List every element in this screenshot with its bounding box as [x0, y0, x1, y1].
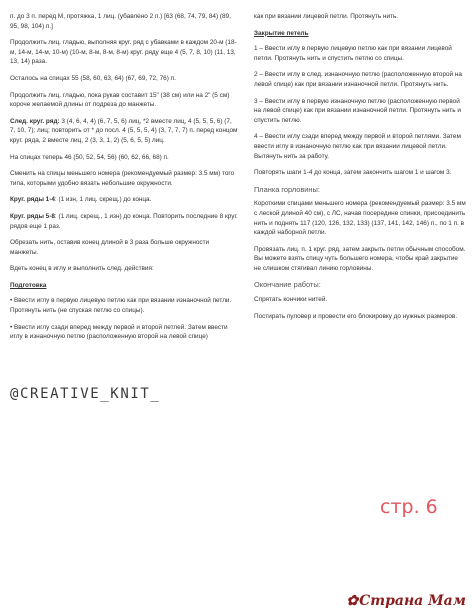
heading-finishing: Окончание работы:	[254, 280, 321, 290]
para-weave-ends: Спрятать кончики нитей.	[254, 296, 328, 304]
para-remaining-stitches: Осталось на спицах 55 (58, 60, 63, 64) (67, 69, 72, 76) п.	[10, 74, 176, 82]
para-thread-needle: Вдеть конец в иглу и выполнить след. действия:	[10, 265, 154, 273]
para-rounds-5-8: Круг. ряды 5-8: (1 лиц. скрещ., 1 изн) до конца. Повторить последние 8 круг. рядов еще 1 раз.	[10, 212, 238, 230]
left-column	[10, 12, 238, 349]
para-neckband: Короткими спицами меньшего номера (рекомендуемый размер: 3.5 мм с леской длиной 40 см), с ЛС, начав посередине спинки, присоединить нить и поднять 117 (120, 126, 132, 133) (137, 141, 142, 146) п., по 1 п. в каждой наборной петли.	[254, 200, 466, 237]
para-change-needles: Сменить на спицы меньшего номера (рекомендуемый размер: 3.5 мм) того типа, которыми удобно вязать небольшие окружности.	[10, 170, 235, 187]
label-rounds-5-8: Круг. ряды 5-8	[10, 212, 55, 220]
logo-text: Страна Мам	[359, 593, 466, 610]
para-neck-bindoff: Провязать лиц. п. 1 круг. ряд, затем закрыть петли обычным способом. Вы можете взять спицу чуть большего номера, чтобы край закрытие не слишком стягивал линию горловины.	[254, 245, 466, 272]
para-stitch-count: На спицах теперь 46 (50, 52, 54, 56) (60, 62, 66, 68) п.	[10, 153, 169, 161]
label-next-round: След. круг. ряд:	[10, 117, 60, 125]
para-repeat-steps: Повторять шаги 1-4 до конца, затем закончить шагом 1 и шагом 3.	[254, 169, 452, 177]
para-sleeve-length: Продолжить лиц. гладью, пока рукав составит 15" (38 см) или на 2" (5 см) короче желаемой длины от подреза до манжеты.	[10, 91, 230, 109]
para-blocking: Постирать пуловер и провести его блокировку до нужных размеров.	[254, 312, 458, 320]
step-4: 4 – Ввести иглу сзади вперед между первой и второй петлями. Затем ввести иглу в изнаночную петлю как при вязании лицевой петли. Вытянуть нить за работу.	[254, 133, 461, 160]
heading-bind-off: Закрытие петель	[254, 29, 309, 37]
para-continue-decreases: Продолжить лиц. гладью, выполняя круг. ряд с убавками в каждом 20-м (18-м, 14-м, 14-м, 10-м) (10-м, 8-м, 8-м, 8-м) круг. ряду еще 4 (5, 7, 8, 10) (11, 13, 13, 14) раза.	[10, 39, 237, 66]
logo-icon: ✿	[346, 593, 359, 610]
bullet-prep-2: • Ввести иглу сзади вперед между первой и второй петлей. Затем ввести иглу в изнаночную петлю (расположенную второй на левой спице)	[10, 323, 228, 341]
para-next-round: След. круг. ряд: 3 (4, 6, 4, 4) (6, 7, 5, 6) лиц, *2 вместе лиц, 4 (5, 5, 5, 6) (7, 7, 10, 7); лиц; повторить от * до посл. 4 (5, 5, 5, 4) (3, 7, 7, 7) п. перед концом круг. ряда, 2 вместе лиц, 2 (3, 3, 1, 2) (5, 6, 5, 5) лиц.	[10, 117, 238, 144]
step-1: 1 – Ввести иглу в первую лицевую петлю как при вязании лицевой петли. Протянуть нить и спустить петлю со спицы.	[254, 45, 452, 62]
para-rounds-1-4: Круг. ряды 1-4: (1 изн, 1 лиц. скрещ.) до конца.	[10, 196, 152, 204]
bullet-prep-1: • Ввести иглу в первую лицевую петлю как при вязании изнаночной петли. Протянуть нить (не спуская петлю со спицы).	[10, 297, 232, 315]
site-logo	[346, 593, 466, 610]
right-column	[254, 12, 466, 328]
para-cut-yarn: Обрезать нить, оставив конец длиной в 3 раза больше окружности манжеты.	[10, 239, 210, 256]
page-number: стр. 6	[380, 496, 438, 518]
para-continuation: как при вязании лицевой петли. Протянуть нить.	[254, 13, 399, 20]
step-3: 3 – Ввести иглу в первую изнаночную петлю (расположенную первой на левой спице) как при вязании изнаночной петли. Протянуть нить и спустить петлю.	[254, 97, 461, 124]
label-rounds-1-4: Круг. ряды 1-4	[10, 196, 55, 204]
step-2: 2 – Ввести иглу в след. изнаночную петлю (расположенную второй на левой спице) как при вязании изнаночной петли. Протянуть нить.	[254, 71, 462, 88]
heading-preparation: Подготовка	[10, 281, 47, 289]
watermark-creative-knit: @CREATIVE_KNIT_	[10, 386, 161, 402]
para-decrease-row: п. до 3 п. перед М, протяжка, 1 лиц. (убавлено 2 п.) [63 (68, 74, 79, 84) (89, 95, 98, 104) п.]	[10, 13, 231, 30]
heading-neckband: Планка горловины:	[254, 184, 320, 194]
